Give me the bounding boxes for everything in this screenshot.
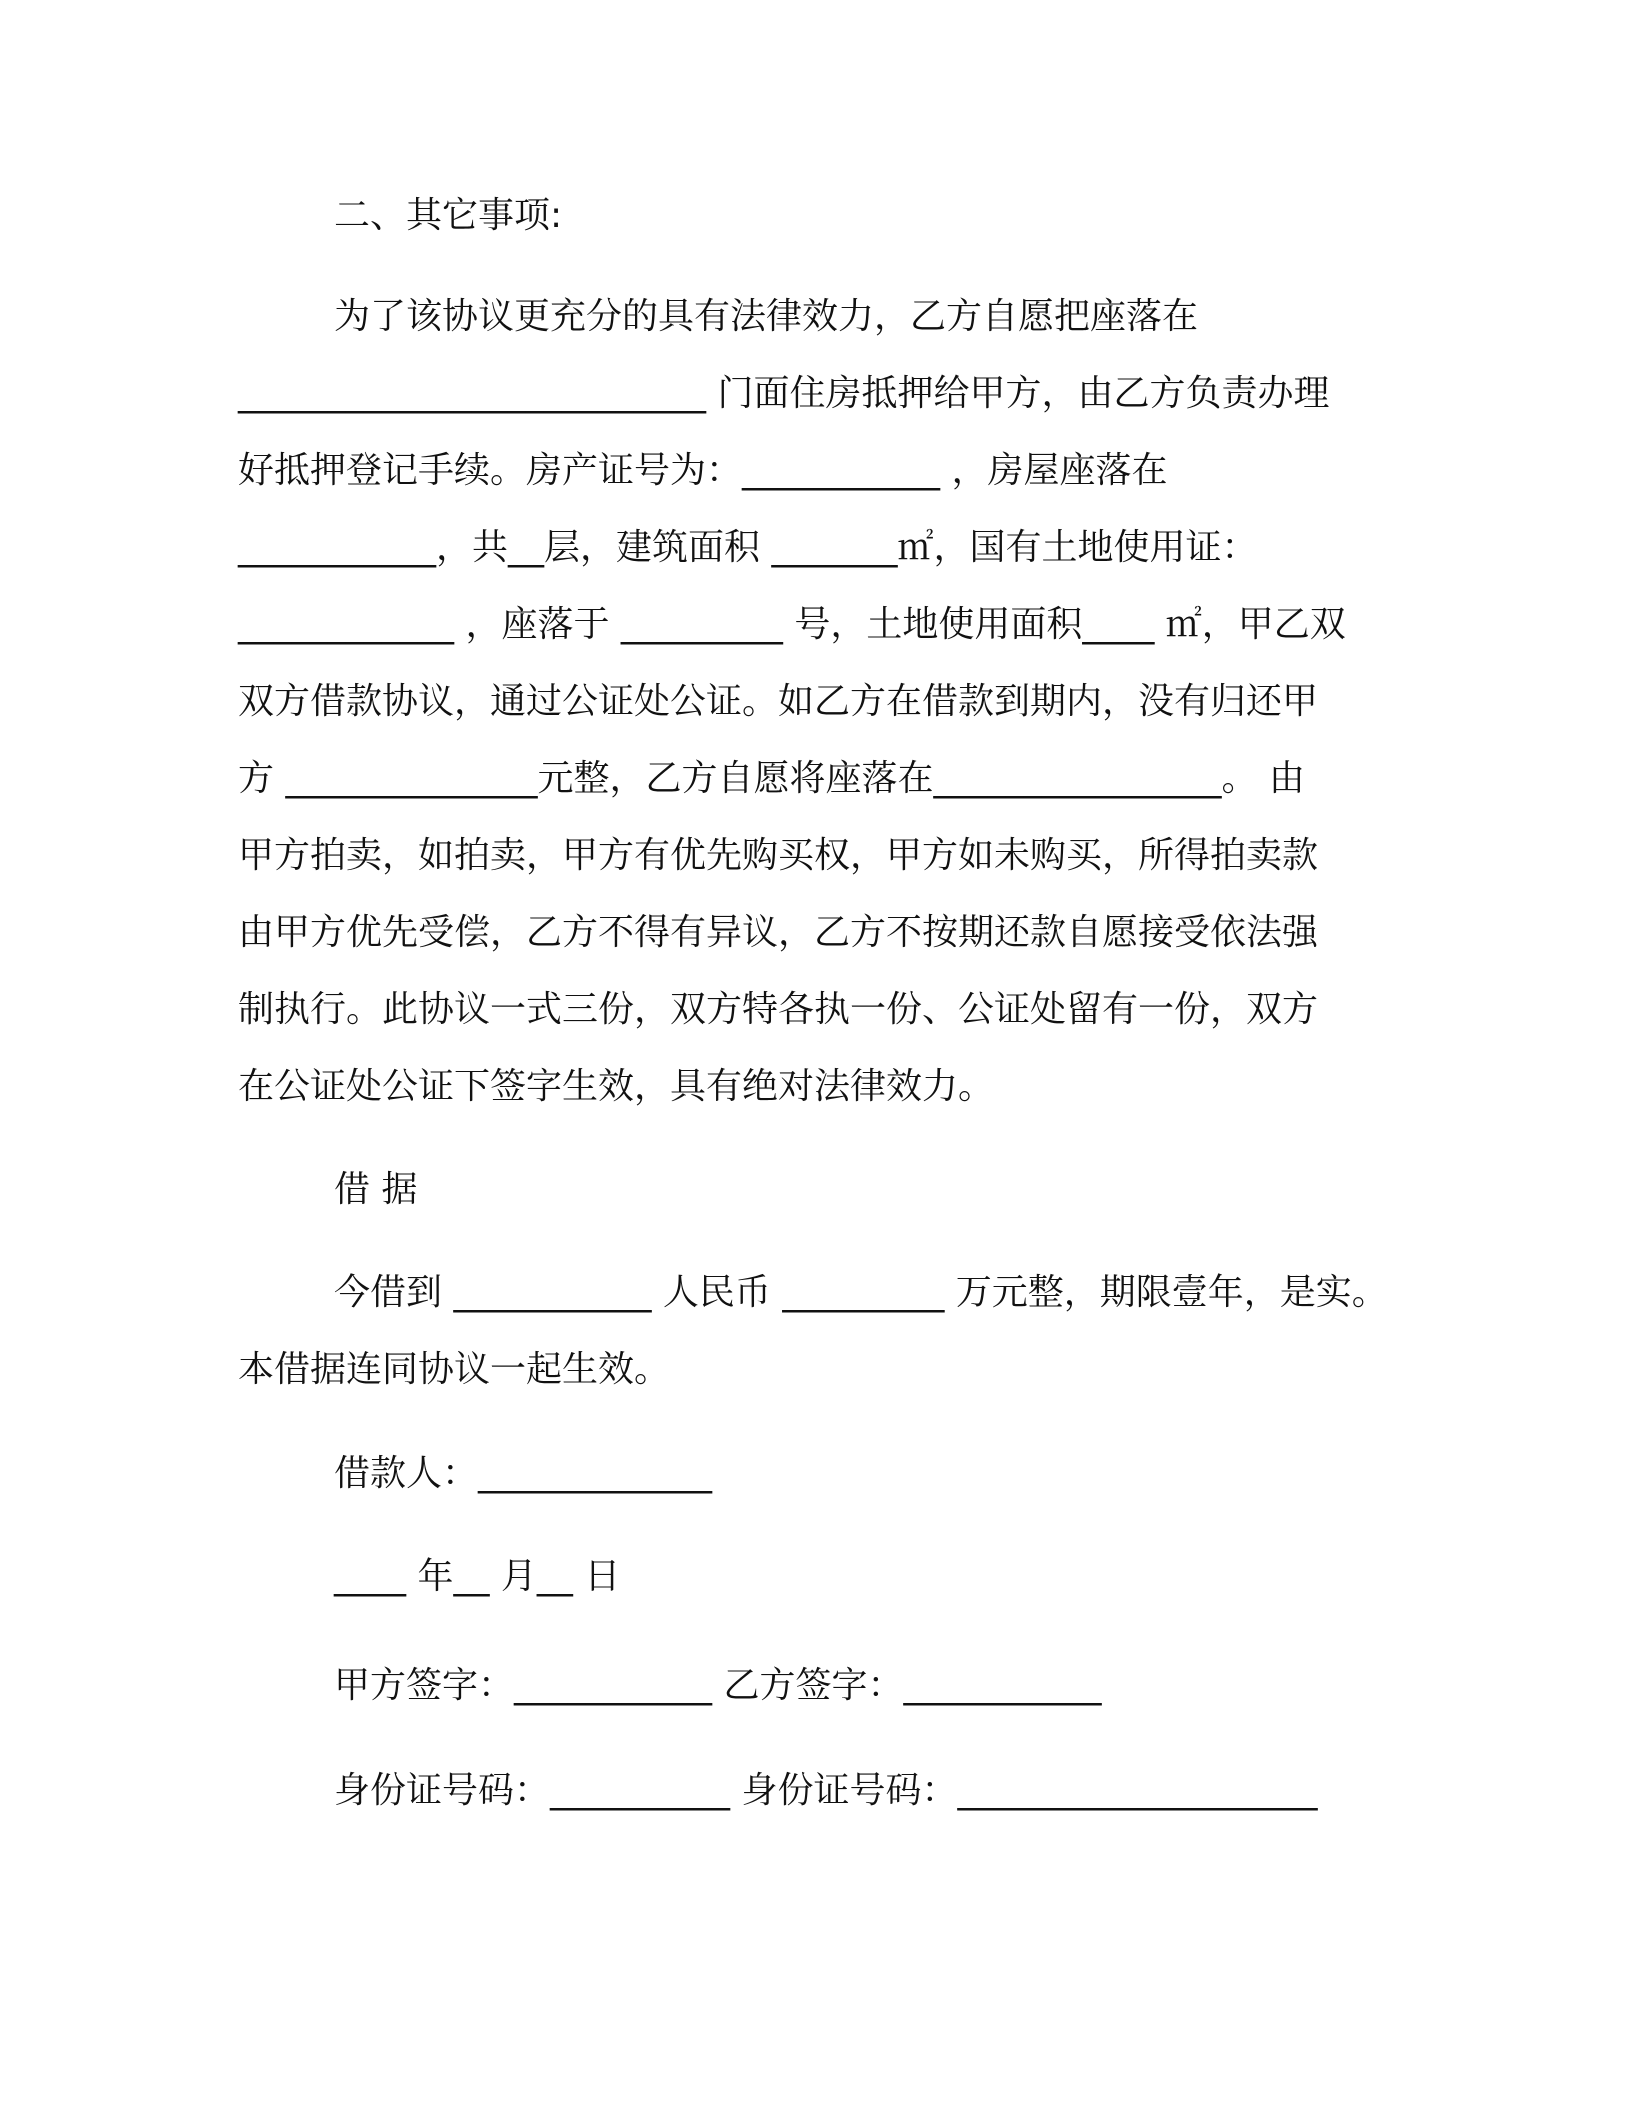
borrower-field: 借款人：_____________ (334, 1453, 713, 1494)
receipt-line: 今借到 ___________ 人民币 _________ 万元整，期限壹年，是实。 (334, 1272, 1388, 1313)
paragraph-line: 制执行。此协议一式三份，双方特各执一份、公证处留有一份，双方 (238, 989, 1319, 1030)
date-field: ____ 年__ 月__ 日 (334, 1556, 621, 1597)
paragraph-line: 在公证处公证下签字生效，具有绝对法律效力。 (238, 1066, 995, 1107)
id-number-fields: 身份证号码：__________ 身份证号码：____________________ (334, 1770, 1318, 1811)
paragraph-line: 双方借款协议，通过公证处公证。如乙方在借款到期内，没有归还甲 (238, 681, 1319, 722)
signature-fields: 甲方签字：___________ 乙方签字：___________ (334, 1665, 1102, 1706)
paragraph-line: ____________ ，座落于 _________ 号，土地使用面积____ ㎡，甲乙双 (238, 604, 1346, 645)
paragraph-line: __________________________ 门面住房抵押给甲方，由乙方负责办理 (238, 373, 1330, 414)
paragraph-line: 甲方拍卖，如拍卖，甲方有优先购买权，甲方如未购买，所得拍卖款 (238, 835, 1319, 876)
receipt-line: 本借据连同协议一起生效。 (238, 1349, 671, 1390)
paragraph-line: 好抵押登记手续。房产证号为：___________ ，房屋座落在 (238, 450, 1168, 491)
receipt-title: 借 据 (334, 1169, 418, 1210)
paragraph-line: 由甲方优先受偿，乙方不得有异议，乙方不按期还款自愿接受依法强 (238, 912, 1319, 953)
paragraph-line: 方 ______________元整，乙方自愿将座落在________________。 由 (238, 758, 1305, 799)
paragraph-line: 为了该协议更充分的具有法律效力，乙方自愿把座落在 (334, 296, 1199, 337)
paragraph-line: ___________，共__层，建筑面积 _______㎡，国有土地使用证： (238, 527, 1258, 568)
section-heading: 二、其它事项: (334, 195, 563, 236)
